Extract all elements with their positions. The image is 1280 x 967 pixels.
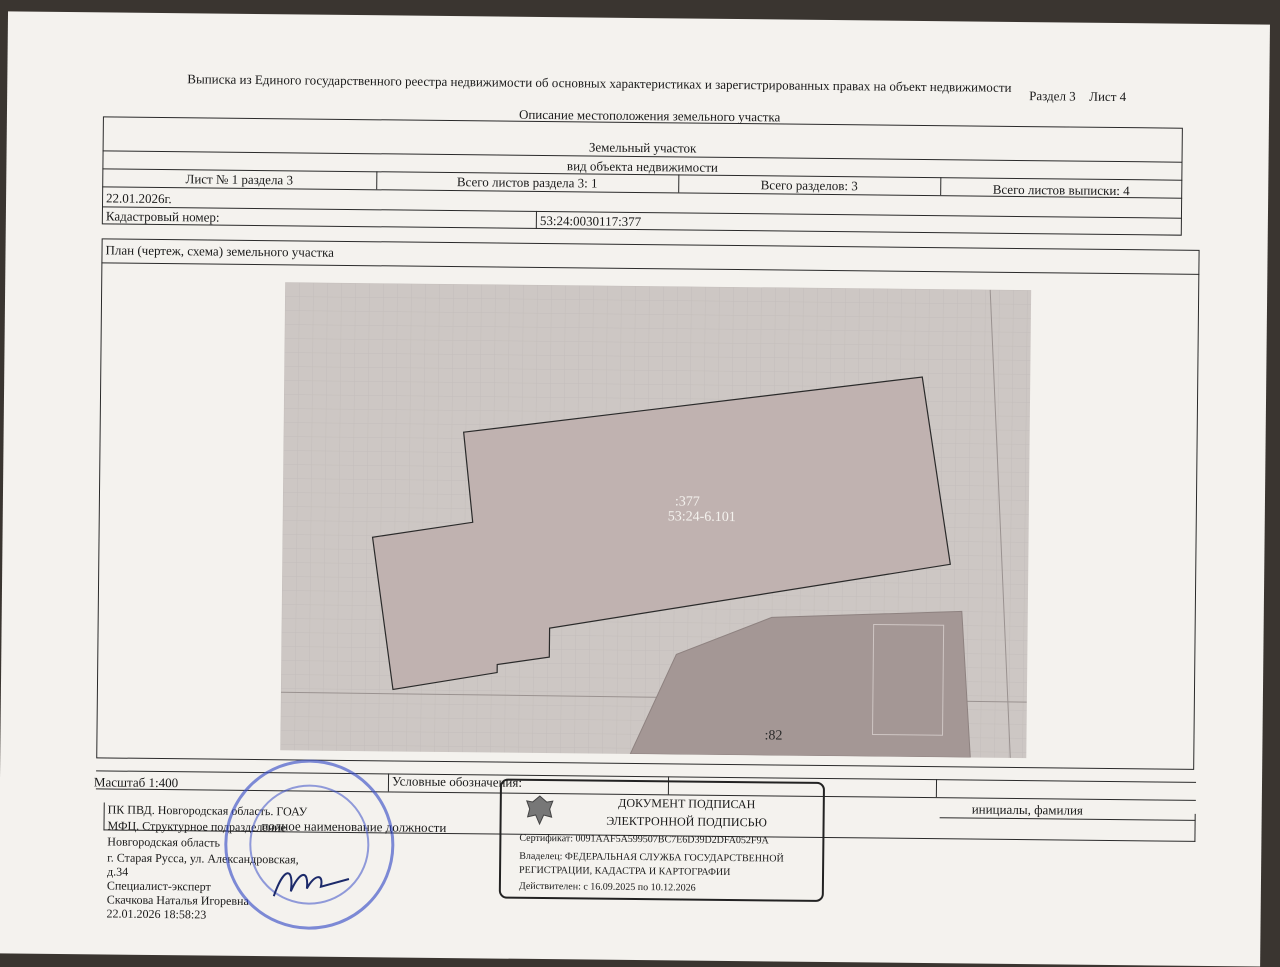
- issuer-line-6: Специалист-эксперт: [106, 878, 211, 894]
- stamp-title: ДОКУМЕНТ ПОДПИСАН: [618, 795, 756, 812]
- divider: [388, 773, 389, 791]
- stamp-subtitle: ЭЛЕКТРОННОЙ ПОДПИСЬЮ: [606, 813, 767, 830]
- cadastral-number: 53:24:0030117:377: [539, 212, 642, 230]
- position-label: полное наименование должности: [261, 818, 447, 836]
- cadastral-label: Кадастровый номер:: [105, 208, 220, 225]
- issuer-line-7: Скачкова Наталья Игоревна: [106, 892, 249, 908]
- scale-label: Масштаб 1:400: [93, 774, 179, 791]
- plan-title: План (чертеж, схема) земельного участка: [105, 242, 335, 260]
- object-type: Земельный участок: [588, 139, 697, 156]
- certificate-number: Сертификат: 0091AAF5A599507BC7E6D39D2DFA052F9A: [519, 832, 769, 847]
- parcel-label: :377: [674, 494, 700, 510]
- issuer-line-3: Новгородская область: [107, 834, 221, 850]
- section-number: Раздел 3: [1029, 88, 1076, 104]
- issue-date: 22.01.2026г.: [106, 190, 172, 207]
- document-title: Выписка из Единого государственного реестра недвижимости об основных характеристиках и зарегистрированных правах на объект недвижимости: [187, 71, 1012, 95]
- issuer-line-1: ПК ПВД. Новгородская область. ГОАУ: [107, 802, 308, 819]
- signature-validity: Действителен: с 16.09.2025 по 10.12.2026: [518, 880, 696, 894]
- document-sheet: [0, 11, 1270, 966]
- initials-label: инициалы, фамилия: [971, 801, 1084, 818]
- divider: [936, 779, 937, 797]
- emblem-icon: [524, 793, 556, 827]
- legend-label: Условные обозначения:: [391, 773, 523, 790]
- total-sheets-extract: Всего листов выписки: 4: [992, 181, 1130, 199]
- sheet-number: Лист 4: [1089, 88, 1127, 105]
- issuer-line-5: д.34: [106, 864, 129, 879]
- issuer-line-2: МФЦ. Структурное подразделение: [107, 818, 286, 835]
- signature-owner-line-2: РЕГИСТРАЦИИ, КАДАСТРА И КАРТОГРАФИИ: [519, 864, 731, 879]
- e-signature-stamp: [499, 779, 825, 902]
- parcel-sublabel: 53:24-6.101: [667, 509, 736, 526]
- handwritten-signature: [269, 856, 360, 907]
- signature-owner-line-1: Владелец: ФЕДЕРАЛЬНАЯ СЛУЖБА ГОСУДАРСТВЕННОЙ: [519, 850, 784, 865]
- total-sheets-section: Всего листов раздела 3: 1: [456, 174, 598, 191]
- divider: [536, 211, 537, 229]
- total-sections: Всего разделов: 3: [760, 177, 858, 194]
- object-type-caption: вид объекта недвижимости: [566, 158, 718, 175]
- sheet-of-section: Лист № 1 раздела 3: [185, 171, 294, 188]
- plan-svg: [280, 282, 1031, 758]
- neighbor-label: :82: [764, 728, 783, 744]
- document-subtitle: Описание местоположения земельного участка: [518, 106, 781, 125]
- issuer-line-4: г. Старая Русса, ул. Александровская,: [107, 850, 299, 867]
- plan-drawing: [280, 282, 1031, 758]
- issuer-line-8: 22.01.2026 18:58:23: [106, 906, 207, 922]
